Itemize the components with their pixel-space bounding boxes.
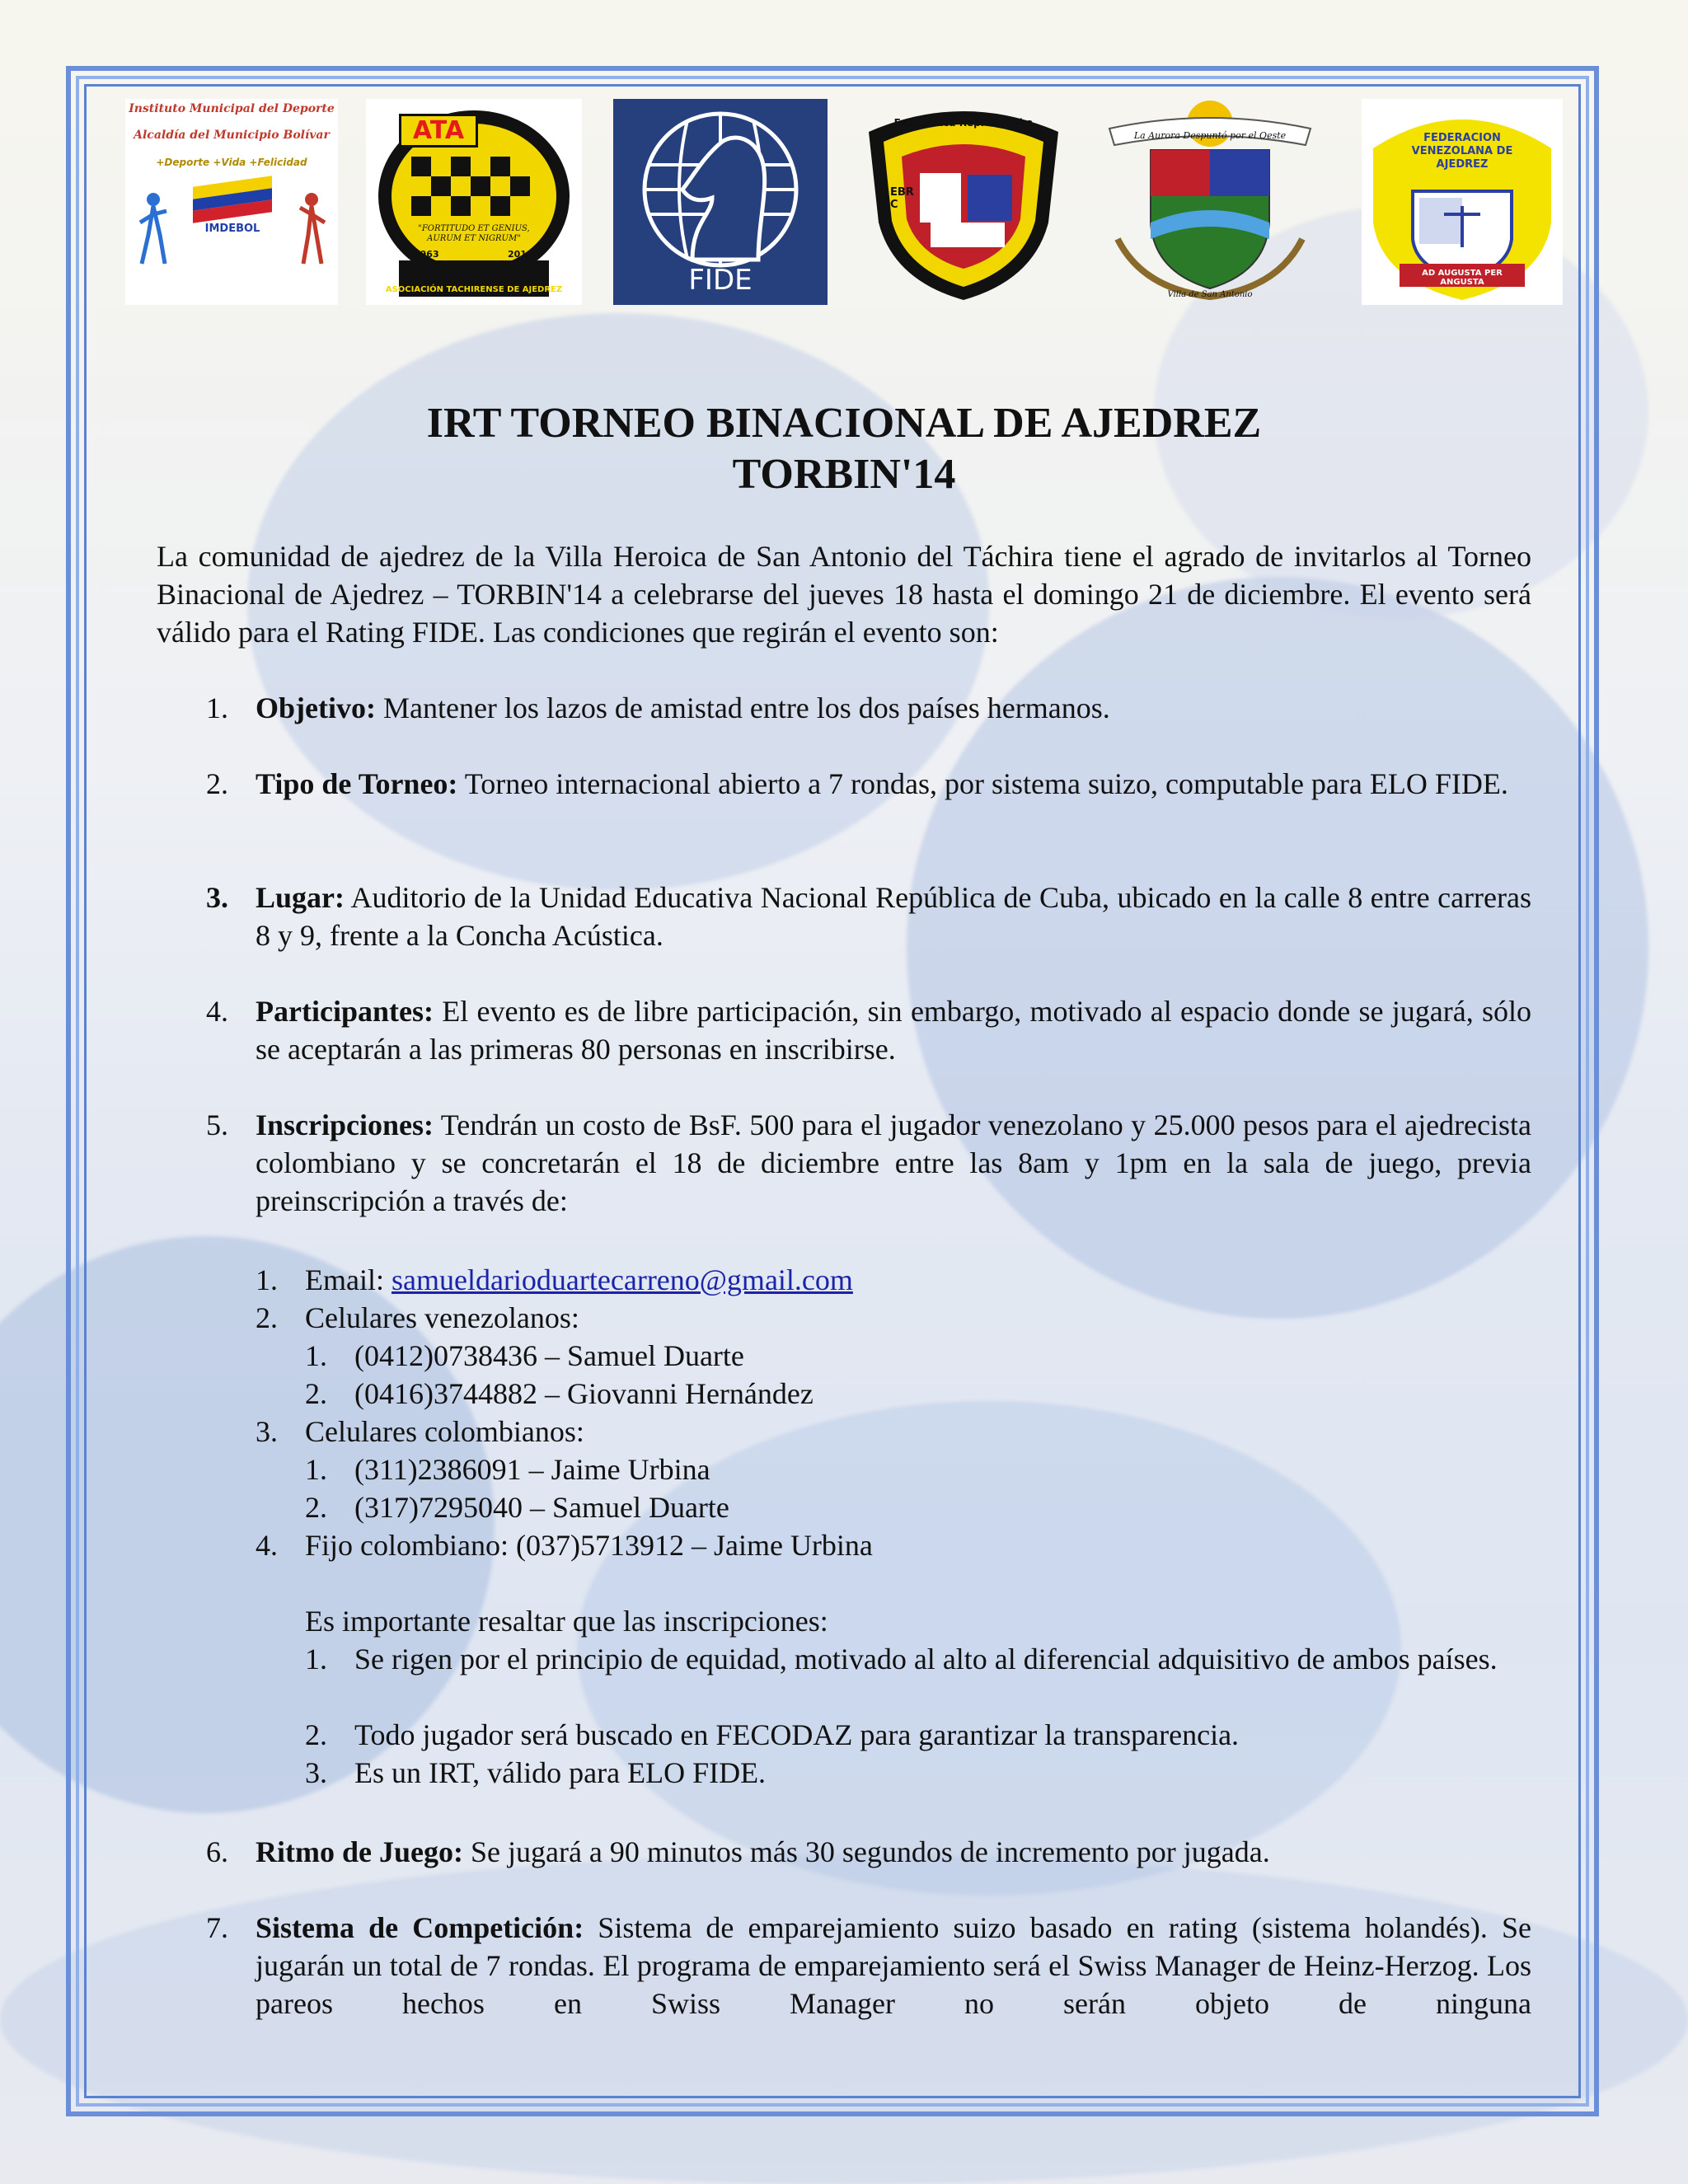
list-number: 1. bbox=[305, 1643, 327, 1675]
item-label: Objetivo: bbox=[256, 691, 376, 724]
list-number: 7. bbox=[206, 1911, 228, 1944]
contact-group-label: Celulares colombianos: bbox=[305, 1415, 584, 1448]
document-subtitle: TORBIN'14 bbox=[732, 451, 956, 498]
item-text: Tendrán un costo de BsF. 500 para el jugador venezolano y 25.000 pesos para el ajedrecista colombiano y se concretarán el 18 de diciembre entre las 8am y 1pm en la sala de juego, previa preinscripción a través de: bbox=[256, 1108, 1531, 1217]
list-item bbox=[256, 765, 1531, 803]
item-text: Torneo internacional abierto a 7 rondas, por sistema suizo, computable para ELO FIDE. bbox=[457, 767, 1508, 800]
athlete-icon bbox=[137, 190, 170, 272]
email-label: Email: bbox=[305, 1263, 392, 1296]
list-item bbox=[256, 1833, 1531, 1871]
ata-bottom-text: ASOCIACIÓN TACHIRENSE DE AJEDREZ bbox=[385, 285, 563, 294]
list-number: 6. bbox=[206, 1835, 228, 1868]
list-number: 3. bbox=[206, 881, 228, 914]
list-number: 4. bbox=[256, 1529, 278, 1562]
phone-entry: (317)7295040 – Samuel Duarte bbox=[354, 1491, 729, 1524]
list-number: 3. bbox=[305, 1756, 327, 1789]
villa-motto: La Aurora Despuntó por el Oeste bbox=[1133, 130, 1287, 141]
item-label: Inscripciones: bbox=[256, 1108, 434, 1141]
ata-year-left: 1963 bbox=[414, 249, 439, 260]
list-number: 1. bbox=[305, 1339, 327, 1372]
school-initials: EBRC bbox=[890, 186, 914, 211]
list-item bbox=[256, 992, 1531, 1068]
list-item bbox=[256, 1106, 1531, 1220]
email-line bbox=[305, 1261, 1459, 1299]
list-number: 1. bbox=[206, 691, 228, 724]
list-number: 1. bbox=[305, 1453, 327, 1486]
logo-line: +Deporte +Vida +Felicidad bbox=[156, 157, 307, 168]
contact-group-label: Celulares venezolanos: bbox=[305, 1301, 579, 1334]
list-number: 2. bbox=[305, 1377, 327, 1410]
ata-year-right: 2012 bbox=[508, 249, 533, 260]
note-item: Se rigen por el principio de equidad, motivado al alto al diferencial adquisitivo de ambos países. bbox=[354, 1643, 1498, 1675]
ata-title: ATA bbox=[399, 114, 478, 148]
note-item: Todo jugador será buscado en FECODAZ para garantizar la transparencia. bbox=[354, 1718, 1240, 1751]
ata-motto: "FORTITUDO ET GENIUS, AURUM ET NIGRUM" bbox=[418, 224, 530, 243]
list-number: 1. bbox=[256, 1263, 278, 1296]
phone-entry: (0412)0738436 – Samuel Duarte bbox=[354, 1339, 744, 1372]
phone-entry: (311)2386091 – Jaime Urbina bbox=[354, 1453, 710, 1486]
item-text: Auditorio de la Unidad Educativa Nacional República de Cuba, ubicado en la calle 8 entre carreras 8 y 9, frente a la Concha Acústica. bbox=[256, 881, 1531, 952]
item-label: Participantes: bbox=[256, 995, 434, 1028]
note-item: Es un IRT, válido para ELO FIDE. bbox=[354, 1756, 767, 1789]
escuela-cuba-logo bbox=[852, 99, 1075, 305]
list-number: 2. bbox=[206, 767, 228, 800]
phone-entry: (0416)3744882 – Giovanni Hernández bbox=[354, 1377, 814, 1410]
intro-paragraph: La comunidad de ajedrez de la Villa Heroica de San Antonio del Táchira tiene el agrado de invitarlos al Torneo Binacional de Ajedrez – TORBIN'14 a celebrarse del jueves 18 hasta el domingo 21 de diciembre. El evento será válido para el Rating FIDE. Las condiciones que regirán el evento son: bbox=[157, 540, 1531, 649]
list-number: 3. bbox=[256, 1415, 278, 1448]
list-number: 4. bbox=[206, 995, 228, 1028]
logo-badge: IMDEBOL bbox=[204, 223, 260, 235]
item-text: Se jugará a 90 minutos más 30 segundos de incremento por jugada. bbox=[462, 1835, 1270, 1868]
list-number: 2. bbox=[305, 1491, 327, 1524]
ata-logo bbox=[366, 99, 582, 305]
item-text: Mantener los lazos de amistad entre los dos países hermanos. bbox=[375, 691, 1110, 724]
federation-name: FEDERACION VENEZOLANA DE AJEDREZ bbox=[1411, 132, 1513, 171]
item-label: Tipo de Torneo: bbox=[256, 767, 458, 800]
list-item bbox=[256, 879, 1531, 954]
villa-san-antonio-logo bbox=[1101, 99, 1319, 305]
instituto-municipal-deporte-logo bbox=[125, 99, 338, 305]
phone-entry: Fijo colombiano: (037)5713912 – Jaime Urbina bbox=[305, 1529, 873, 1562]
fide-text: FIDE bbox=[688, 264, 753, 297]
list-number: 5. bbox=[206, 1108, 228, 1141]
item-label: Lugar: bbox=[256, 881, 345, 914]
item-text: Sistema de emparejamiento suizo basado en rating (sistema holandés). Se jugarán un total de 7 rondas. El programa de emparejamiento será el Swiss Manager de Heinz-Herzog. Los pareos hechos en Swiss Manager no serán objeto de ninguna bbox=[256, 1911, 1531, 2020]
federation-motto: AD AUGUSTA PER ANGUSTA bbox=[1422, 269, 1503, 287]
school-name: Esc. Básica Rep. de Cuba bbox=[893, 117, 1034, 129]
email-link[interactable]: samueldarioduartecarreno@gmail.com bbox=[391, 1263, 853, 1296]
item-text: El evento es de libre participación, sin embargo, motivado al espacio donde se jugará, sólo se aceptarán a las primeras 80 personas en inscribirse. bbox=[256, 995, 1531, 1066]
document-title: IRT TORNEO BINACIONAL DE AJEDREZ bbox=[426, 400, 1262, 447]
logo-line: Instituto Municipal del Deporte bbox=[129, 102, 335, 115]
federacion-venezolana-logo bbox=[1362, 99, 1563, 305]
villa-name: Villa de San Antonio bbox=[1167, 290, 1253, 299]
list-number: 2. bbox=[305, 1718, 327, 1751]
item-label: Sistema de Competición: bbox=[256, 1911, 584, 1944]
fide-logo bbox=[613, 99, 828, 305]
item-label: Ritmo de Juego: bbox=[256, 1835, 463, 1868]
venezuela-flag-icon bbox=[193, 176, 272, 223]
list-item bbox=[256, 689, 1531, 727]
list-number: 2. bbox=[256, 1301, 278, 1334]
logo-line: Alcaldía del Municipio Bolívar bbox=[134, 129, 330, 142]
athlete-icon bbox=[295, 190, 328, 272]
notes-intro: Es importante resaltar que las inscripciones: bbox=[305, 1605, 828, 1638]
list-item bbox=[256, 1909, 1531, 2022]
school-shield-icon bbox=[852, 99, 1075, 305]
